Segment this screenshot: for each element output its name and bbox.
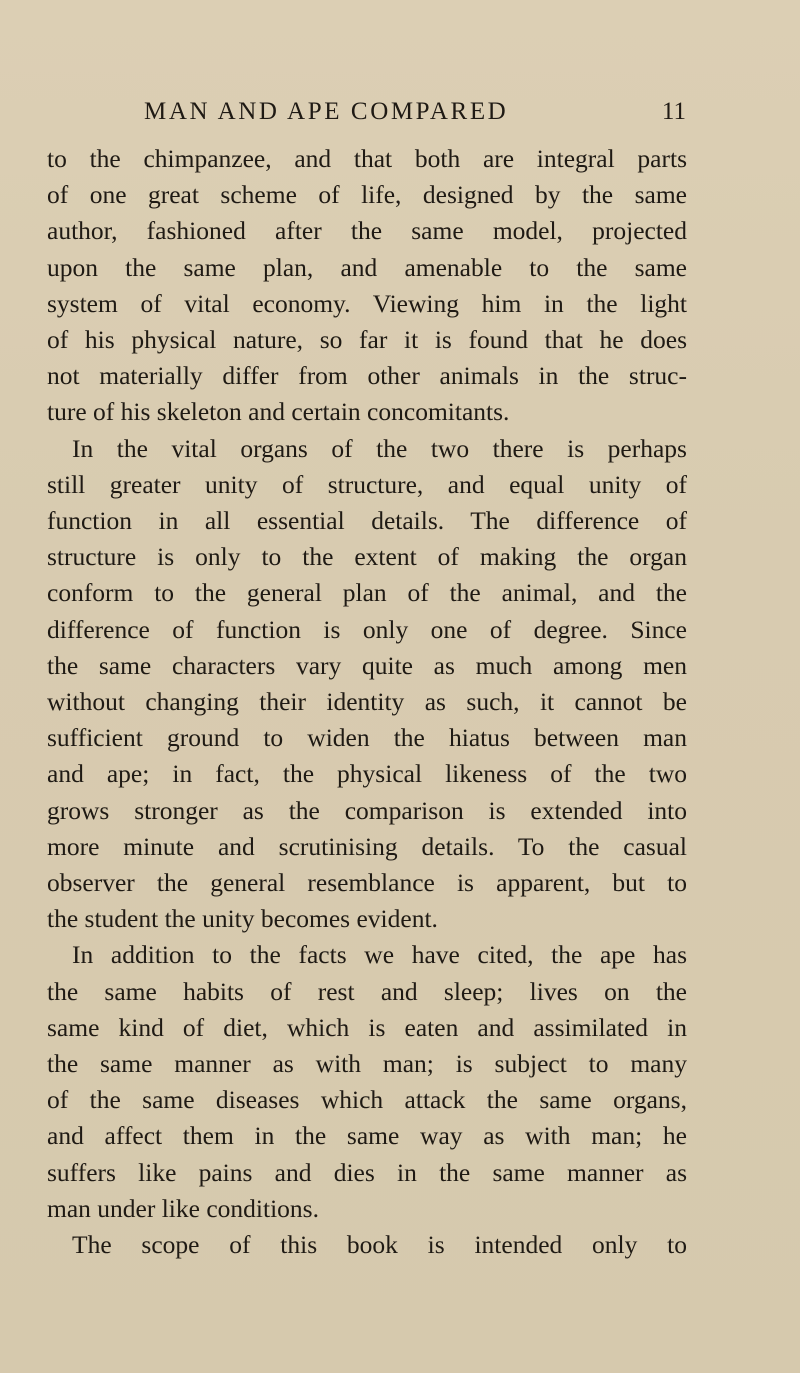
text-line: more minute and scrutinising details. To the casual [47, 831, 687, 861]
text-line: grows stronger as the comparison is extended into [47, 795, 687, 825]
text-line: sufficient ground to widen the hiatus between man [47, 723, 687, 753]
text-line: of his physical nature, so far it is found that he does [47, 325, 687, 355]
text-line: not materially differ from other animals in the struc- [47, 361, 687, 391]
text-line: the student the unity becomes evident. [47, 904, 438, 934]
text-line: same kind of diet, which is eaten and assimilated in [47, 1012, 687, 1042]
text-line: to the chimpanzee, and that both are integral parts [47, 144, 687, 173]
text-line: suffers like pains and dies in the same manner as [47, 1157, 687, 1187]
text-line: the same characters vary quite as much among men [47, 650, 687, 680]
body-text [47, 141, 687, 1263]
text-line: the same habits of rest and sleep; lives on the [47, 976, 687, 1006]
text-line: system of vital economy. Viewing him in the light [47, 288, 687, 318]
text-line: observer the general resemblance is apparent, but to [47, 868, 687, 898]
text-line: function in all essential details. The difference of [47, 506, 687, 536]
text-line: and affect them in the same way as with man; he [47, 1121, 687, 1151]
text-line: and ape; in fact, the physical likeness of the two [47, 759, 687, 789]
running-head: MAN AND APE COMPARED [144, 98, 509, 125]
text-line: The scope of this book is intended only to [72, 1230, 687, 1260]
text-line: difference of function is only one of degree. Since [47, 614, 687, 644]
text-line: of the same diseases which attack the same organs, [47, 1085, 687, 1115]
paragraph-4 [47, 1227, 687, 1263]
page-number: 11 [661, 98, 686, 125]
text-line: In the vital organs of the two there is perhaps [72, 433, 687, 463]
text-line: without changing their identity as such, it cannot be [47, 687, 687, 717]
text-line: the same manner as with man; is subject to many [47, 1049, 687, 1079]
text-line: man under like conditions. [47, 1193, 319, 1223]
text-line: ture of his skeleton and certain concomitants. [47, 397, 510, 427]
paragraph-1 [47, 141, 687, 431]
text-line: still greater unity of structure, and equal unity of [47, 469, 687, 499]
paragraph-3 [47, 937, 687, 1227]
page-header [144, 92, 686, 132]
paragraph-2 [47, 431, 687, 938]
text-line: In addition to the facts we have cited, the ape has [72, 940, 687, 970]
text-line: conform to the general plan of the animal, and the [47, 578, 687, 608]
text-line: upon the same plan, and amenable to the same [47, 252, 687, 282]
text-line: author, fashioned after the same model, projected [47, 216, 687, 246]
text-line: structure is only to the extent of making the organ [47, 542, 687, 572]
text-line: of one great scheme of life, designed by the same [47, 180, 687, 210]
